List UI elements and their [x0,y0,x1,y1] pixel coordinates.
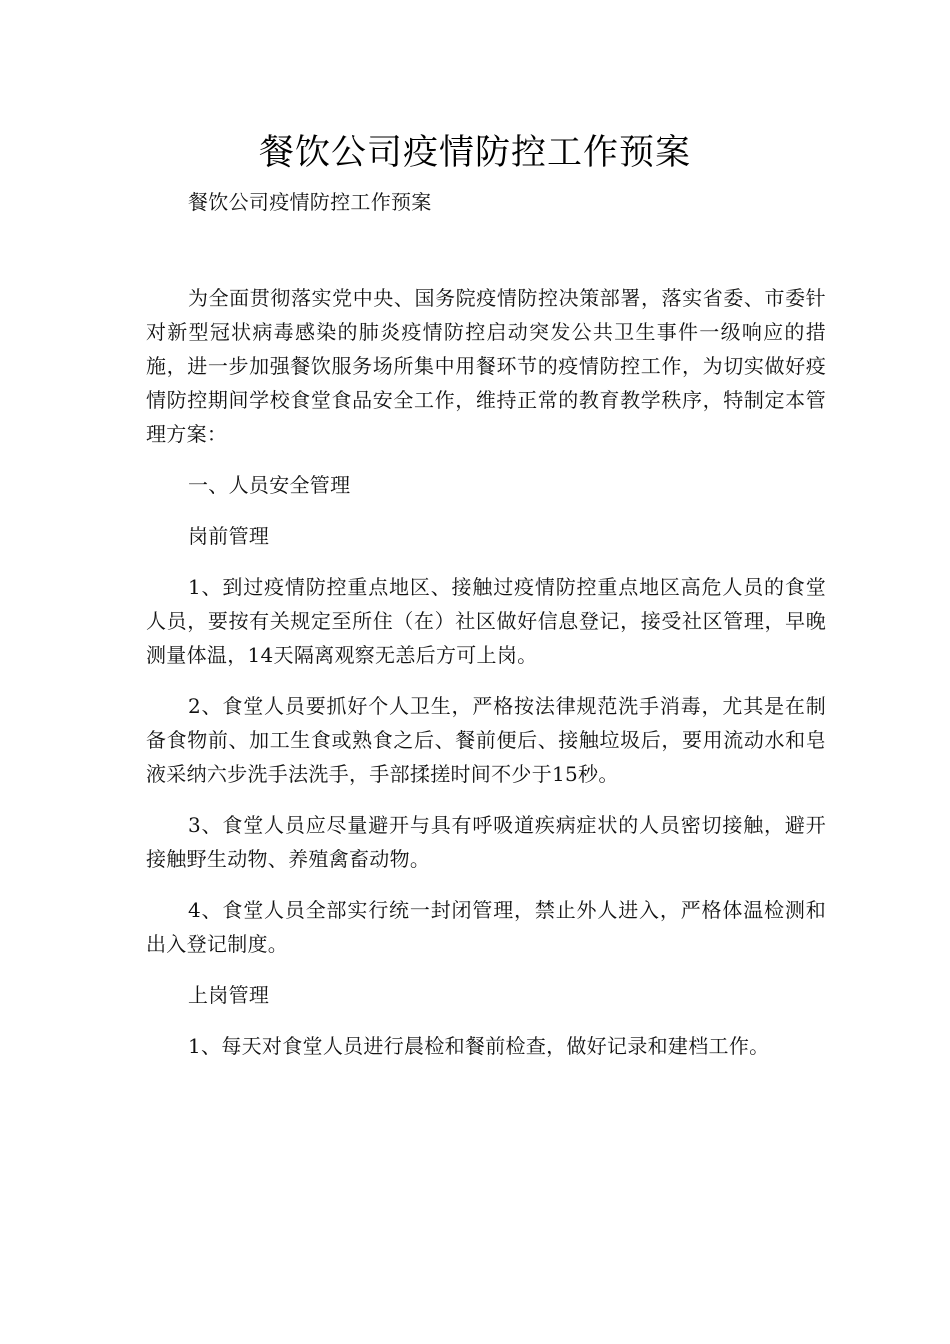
intro-paragraph: 为全面贯彻落实党中央、国务院疫情防控决策部署，落实省委、市委针对新型冠状病毒感染的肺炎疫情防控启动突发公共卫生事件一级响应的措施，进一步加强餐饮服务场所集中用餐环节的疫情防控工作，为切实做好疫情防控期间学校食堂食品安全工作，维持正常的教育教学秩序，特制定本管理方案： [146,286,826,446]
subheading-on-duty-management: 上岗管理 [188,983,270,1007]
item-paragraph-2: 2、食堂人员要抓好个人卫生，严格按法律规范洗手消毒，尤其是在制备食物前、加工生食或熟食之后、餐前便后、接触垃圾后，要用流动水和皂液采纳六步洗手法洗手，手部揉搓时间不少于15秒。 [146,694,826,786]
document-body [146,185,826,1063]
section-heading-personnel-safety: 一、人员安全管理 [188,473,351,497]
document-title: 餐饮公司疫情防控工作预案 [258,133,691,173]
subtitle-paragraph: 餐饮公司疫情防控工作预案 [188,190,432,214]
subheading-pre-duty-management: 岗前管理 [188,524,270,548]
item-paragraph-on-duty-1: 1、每天对食堂人员进行晨检和餐前检查，做好记录和建档工作。 [188,1034,770,1058]
item-paragraph-4: 4、食堂人员全部实行统一封闭管理，禁止外人进入，严格体温检测和出入登记制度。 [146,898,826,956]
item-paragraph-1: 1、到过疫情防控重点地区、接触过疫情防控重点地区高危人员的食堂人员，要按有关规定至所住（在）社区做好信息登记，接受社区管理，早晚测量体温，14天隔离观察无恙后方可上岗。 [146,575,826,667]
item-paragraph-3: 3、食堂人员应尽量避开与具有呼吸道疾病症状的人员密切接触，避开接触野生动物、养殖禽畜动物。 [146,813,826,871]
